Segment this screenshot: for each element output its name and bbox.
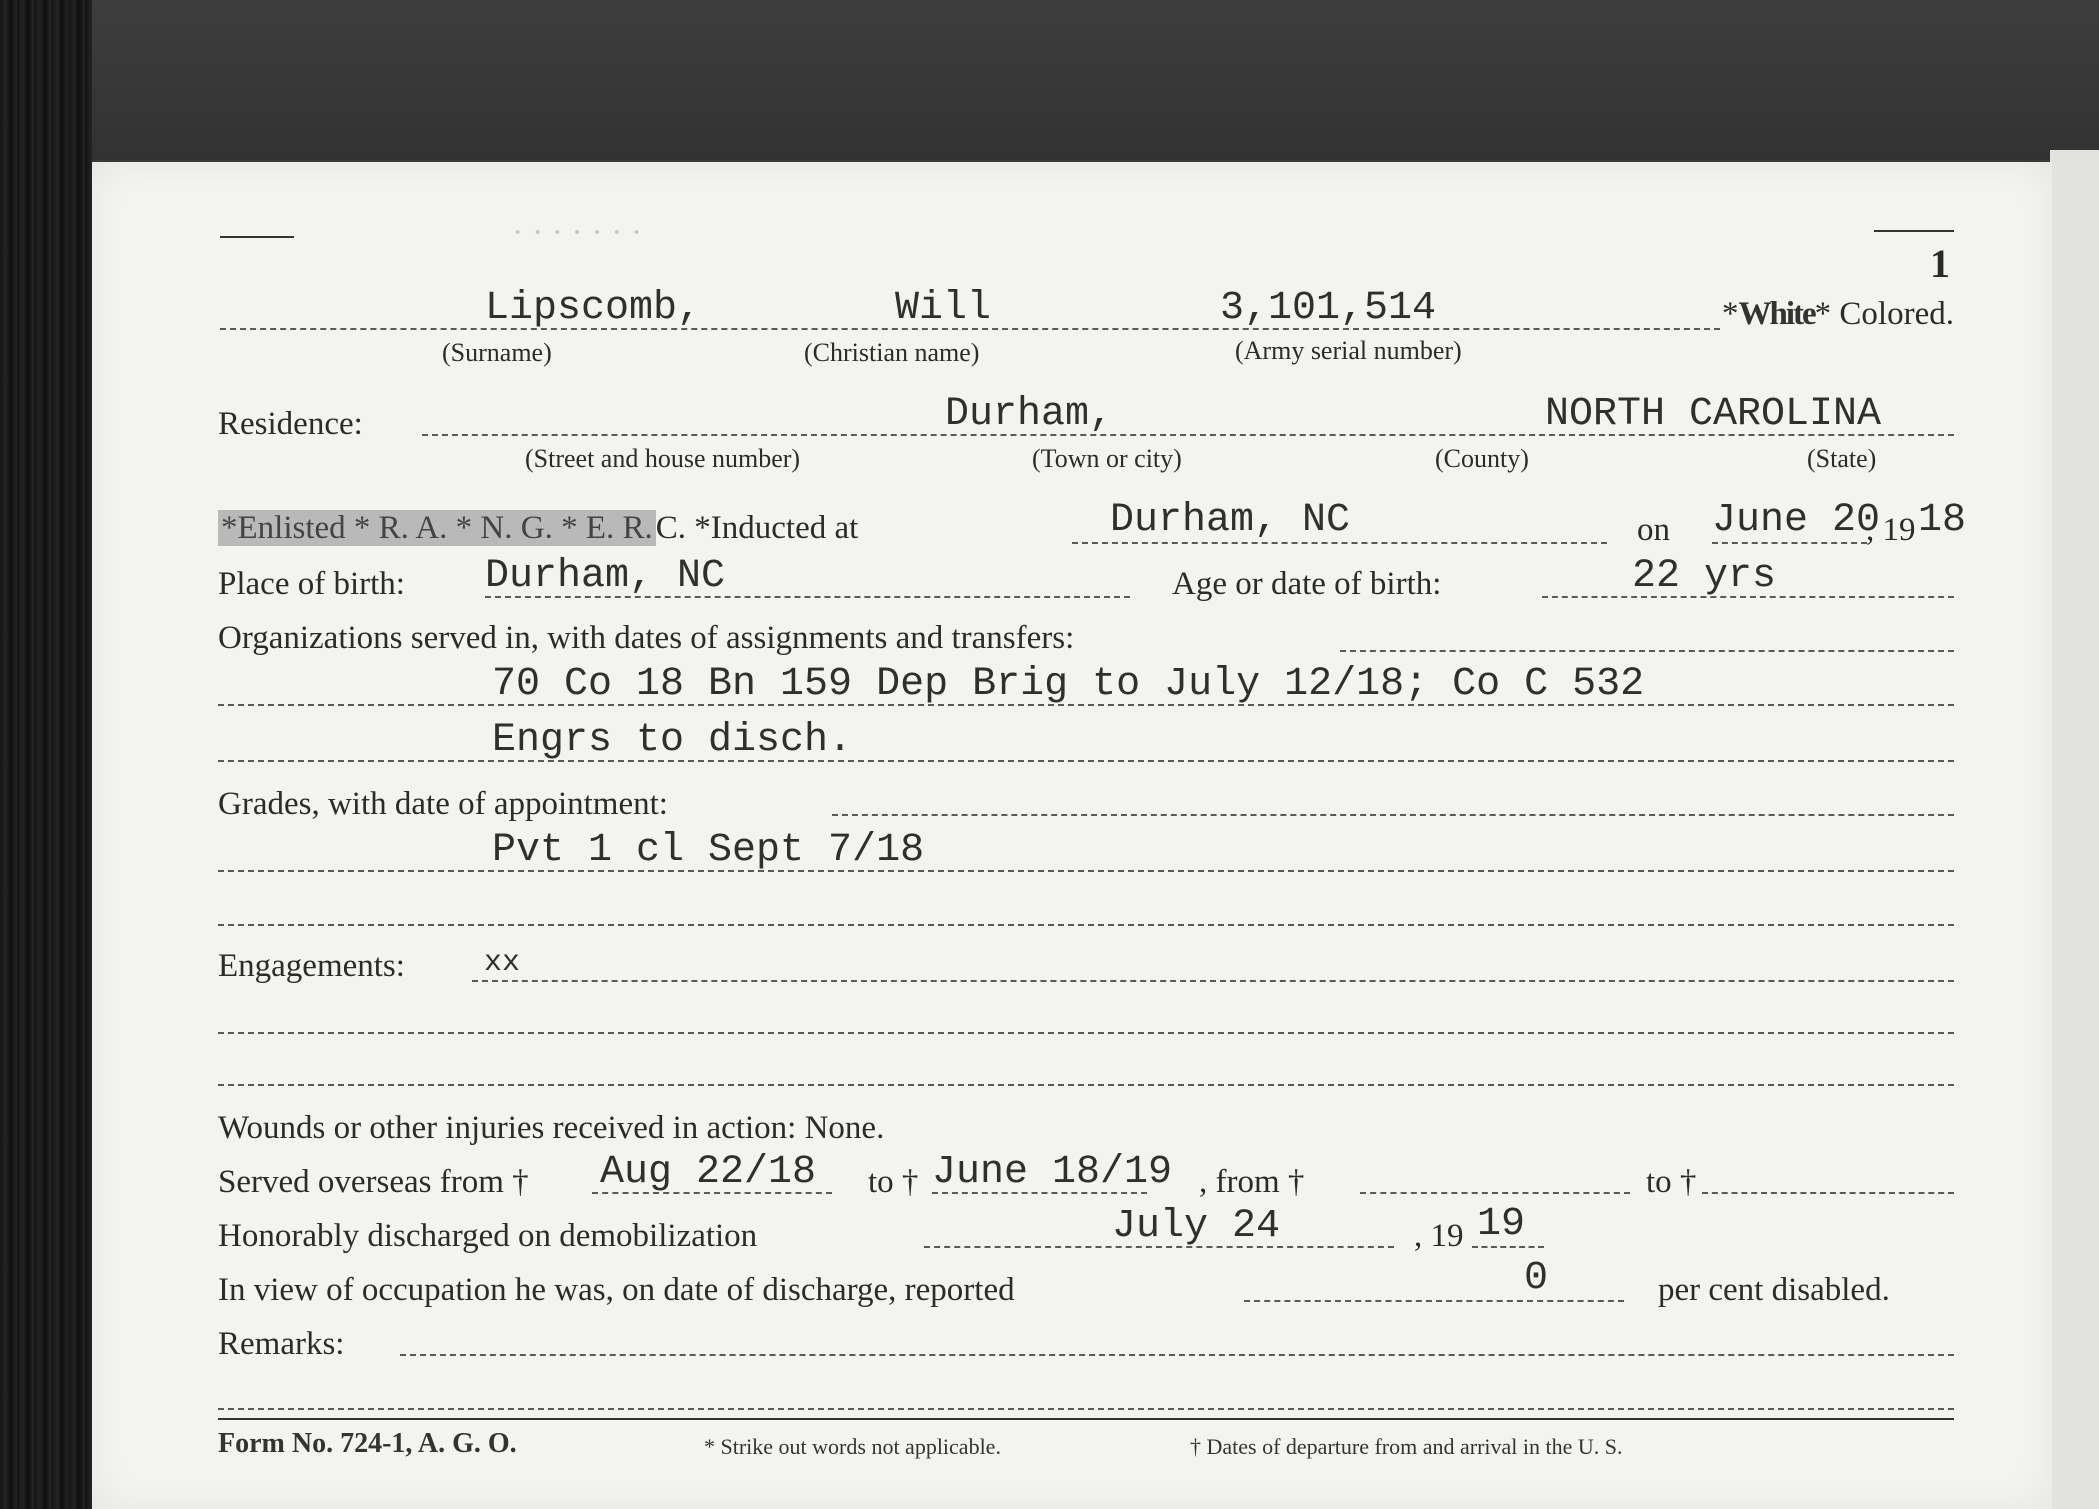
surname-value: Lipscomb, xyxy=(485,286,702,331)
engagements-underline-1 xyxy=(472,980,1954,982)
christian-name-caption: (Christian name) xyxy=(804,338,980,367)
grades-underline-1 xyxy=(832,814,1954,816)
card-number: 1 xyxy=(1930,241,1950,286)
remarks-bottom-rule xyxy=(218,1418,1954,1420)
overseas-label: Served overseas from † xyxy=(218,1164,529,1200)
christian-name-value: Will xyxy=(895,286,992,331)
discharge-year-value: 19 xyxy=(1477,1202,1526,1247)
remarks-underline-2 xyxy=(218,1408,1954,1410)
serial-number-caption: (Army serial number) xyxy=(1235,336,1462,365)
disability-suffix: per cent disabled. xyxy=(1658,1272,1890,1308)
scan-background-right xyxy=(2050,150,2099,1509)
engagements-underline-3 xyxy=(218,1084,1954,1086)
residence-label: Residence: xyxy=(218,406,363,442)
disability-underline xyxy=(1244,1300,1624,1302)
form-number: Form No. 724-1, A. G. O. xyxy=(218,1428,517,1459)
engagements-label: Engagements: xyxy=(218,948,405,984)
disability-value: 0 xyxy=(1524,1256,1549,1301)
street-caption: (Street and house number) xyxy=(525,444,801,473)
age-value: 22 yrs xyxy=(1632,554,1777,599)
overseas-from2-label: , from † xyxy=(1199,1164,1305,1200)
town-caption: (Town or city) xyxy=(1032,444,1182,473)
race-field xyxy=(1722,296,1954,333)
overseas-to2-label: to † xyxy=(1646,1164,1697,1200)
race-star-b: * xyxy=(1814,296,1832,332)
race-star-a: * xyxy=(1722,296,1739,332)
birth-place-value: Durham, NC xyxy=(485,554,726,599)
induction-year-prefix: , 19 xyxy=(1866,512,1916,548)
scan-background-left xyxy=(0,0,92,1509)
inducted-at-label: C. *Inducted at xyxy=(655,510,859,546)
remarks-label: Remarks: xyxy=(218,1326,345,1362)
state-caption: (State) xyxy=(1807,444,1877,473)
grades-underline-3 xyxy=(218,924,1954,926)
induction-on-label: on xyxy=(1637,512,1670,548)
bleed-through-text: · · · · · · · xyxy=(512,214,643,251)
overseas-to-value: June 18/19 xyxy=(932,1150,1173,1195)
organizations-underline-3 xyxy=(218,760,1954,762)
overseas-to-label: to † xyxy=(868,1164,919,1200)
serial-number-value: 3,101,514 xyxy=(1220,286,1437,331)
induction-year-value: 18 xyxy=(1918,498,1967,543)
overseas-from2-underline xyxy=(1360,1192,1630,1194)
engagements-value: xx xyxy=(484,946,521,980)
footer-note-dates: † Dates of departure from and arrival in the U. S. xyxy=(1190,1434,1623,1459)
disability-label: In view of occupation he was, on date of discharge, reported xyxy=(218,1272,1015,1308)
race-white-struck: White xyxy=(1738,296,1815,332)
organizations-underline-1 xyxy=(1340,650,1954,652)
race-colored: Colored. xyxy=(1839,296,1954,332)
grades-line-1: Pvt 1 cl Sept 7/18 xyxy=(492,828,925,873)
wounds-label: Wounds or other injuries received in action: None. xyxy=(218,1110,885,1146)
residence-town-value: Durham, xyxy=(945,392,1114,437)
discharge-date-value: July 24 xyxy=(1112,1204,1281,1249)
top-rule-right xyxy=(1874,230,1954,232)
scan-background-top xyxy=(0,0,2099,160)
enlisted-options-struck: *Enlisted * R. A. * N. G. * E. R. xyxy=(218,510,656,546)
discharge-year-prefix: , 19 xyxy=(1414,1218,1464,1254)
grades-underline-2 xyxy=(218,870,1954,872)
engagements-underline-2 xyxy=(218,1032,1954,1034)
surname-caption: (Surname) xyxy=(442,338,552,367)
age-label: Age or date of birth: xyxy=(1172,566,1442,602)
residence-state-value: NORTH CAROLINA xyxy=(1545,392,1882,437)
induction-field xyxy=(218,510,858,547)
induction-date-value: June 20 xyxy=(1712,498,1881,543)
organizations-line-1: 70 Co 18 Bn 159 Dep Brig to July 12/18; Co C 532 xyxy=(492,662,1645,707)
organizations-line-2: Engrs to disch. xyxy=(492,718,853,763)
overseas-from-value: Aug 22/18 xyxy=(600,1150,817,1195)
footer-note-strike: * Strike out words not applicable. xyxy=(704,1434,1001,1459)
overseas-to2-underline xyxy=(1702,1192,1954,1194)
discharge-label: Honorably discharged on demobilization xyxy=(218,1218,758,1254)
service-record-card xyxy=(92,162,2052,1509)
county-caption: (County) xyxy=(1435,444,1529,473)
grades-label: Grades, with date of appointment: xyxy=(218,786,668,822)
top-rule-left xyxy=(220,236,294,238)
birth-place-label: Place of birth: xyxy=(218,566,405,602)
inducted-at-value: Durham, NC xyxy=(1110,498,1351,543)
remarks-underline-1 xyxy=(400,1354,1954,1356)
organizations-label: Organizations served in, with dates of assignments and transfers: xyxy=(218,620,1075,656)
